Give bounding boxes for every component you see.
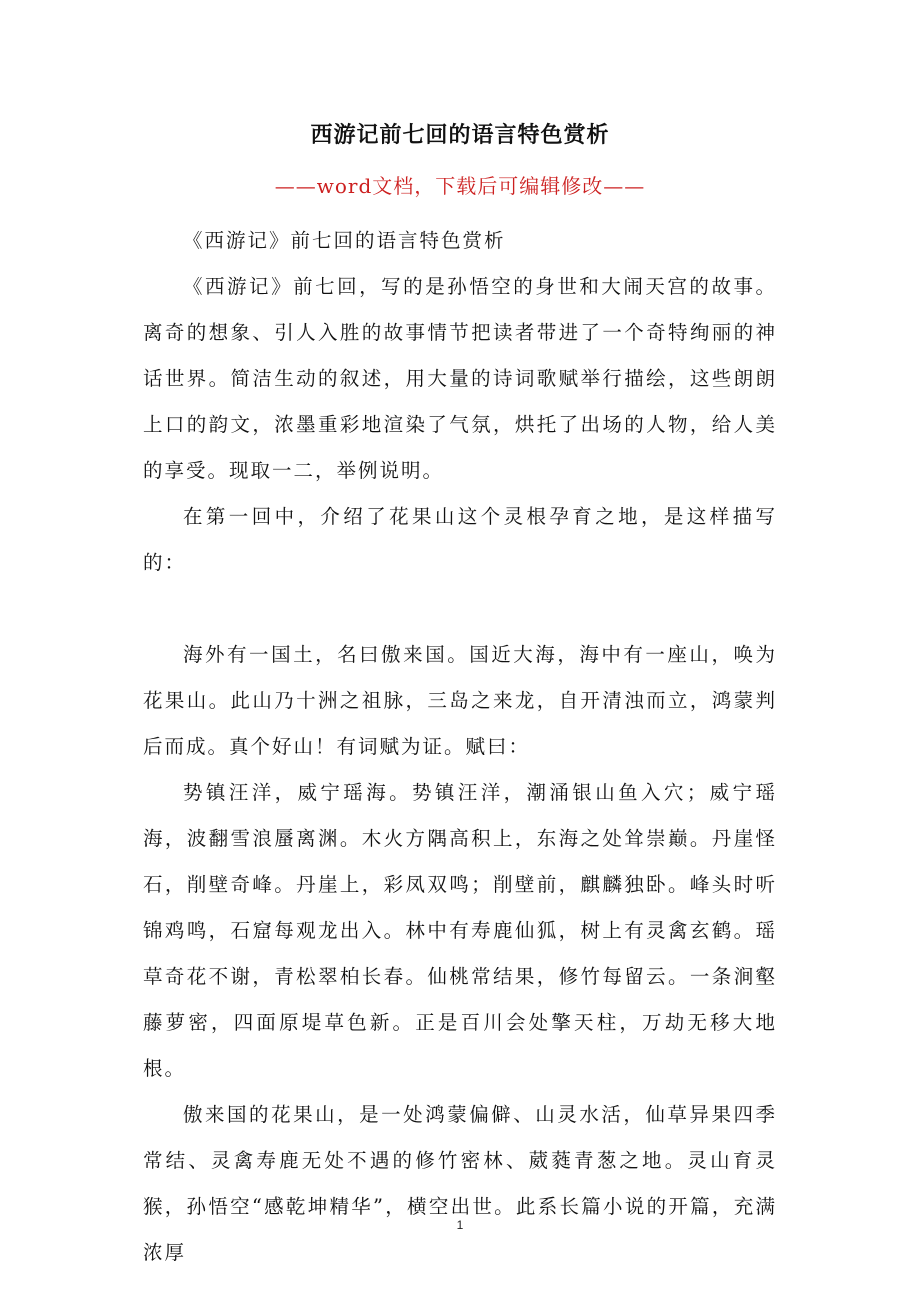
paragraph-quote-fu: 势镇汪洋，威宁瑶海。势镇汪洋，潮涌银山鱼入穴；威宁瑶海，波翻雪浪蜃离渊。木火方隅高积上，东海之处耸崇巅。丹崖怪石，削壁奇峰。丹崖上，彩凤双鸣；削壁前，麒麟独卧。峰头时听锦鸡鸣，石窟每观龙出入。林中有寿鹿仙狐，树上有灵禽玄鹤。瑶草奇花不谢，青松翠柏长春。仙桃常结果，修竹每留云。一条涧壑藤萝密，四面原堤草色新。正是百川会处擎天柱，万劫无移大地根。 [143, 781, 777, 1080]
paragraph-heading: 《西游记》前七回的语言特色赏析 [183, 229, 506, 252]
paragraph-intro: 《西游记》前七回，写的是孙悟空的身世和大闹天宫的故事。离奇的想象、引人入胜的故事情节把读者带进了一个奇特绚丽的神话世界。简洁生动的叙述，用大量的诗词歌赋举行描绘，这些朗朗上口的韵文，浓墨重彩地渲染了气氛，烘托了出场的人物，给人美的享受。现取一二，举例说明。 [143, 275, 777, 482]
document-body [143, 218, 777, 1276]
page-number: 1 [456, 1218, 464, 1232]
document-subtitle: ——word文档，下载后可编辑修改—— [274, 174, 646, 198]
paragraph-quote-prose: 海外有一国土，名曰傲来国。国近大海，海中有一座山，唤为花果山。此山乃十洲之祖脉，三岛之来龙，自开清浊而立，鸿蒙判后而成。真个好山！有词赋为证。赋曰： [143, 643, 777, 758]
paragraph-analysis: 傲来国的花果山，是一处鸿蒙偏僻、山灵水活，仙草异果四季常结、灵禽寿鹿无处不遇的修竹密林、葳蕤青葱之地。灵山育灵猴，孙悟空“感乾坤精华”，横空出世。此系长篇小说的开篇，充满浓厚 [143, 1103, 777, 1264]
paragraph-chapter-one: 在第一回中，介绍了花果山这个灵根孕育之地，是这样描写的： [143, 505, 777, 574]
paragraph-spacer [143, 586, 777, 632]
document-title: 西游记前七回的语言特色赏析 [310, 122, 610, 148]
